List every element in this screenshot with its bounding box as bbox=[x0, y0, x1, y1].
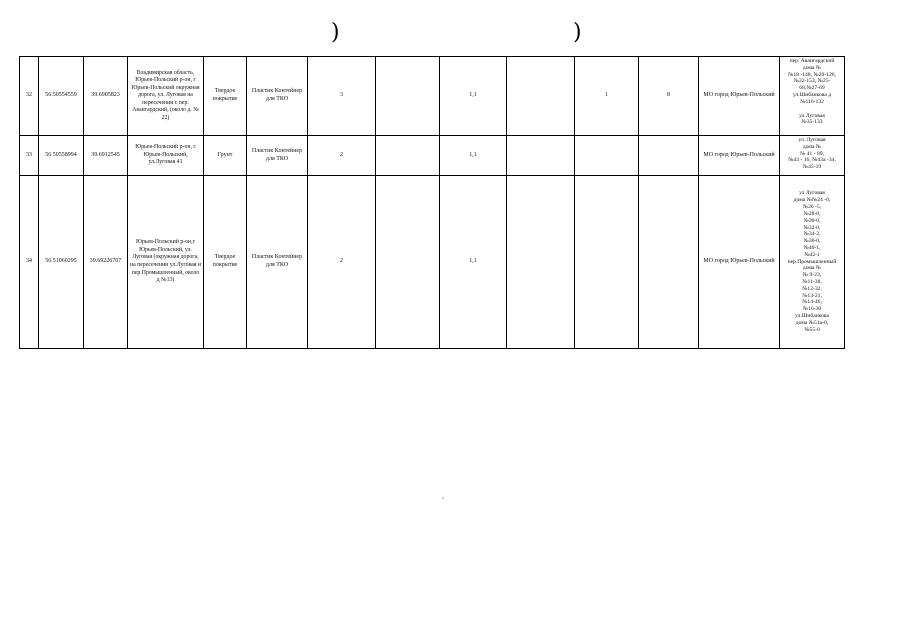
container-type-cell: Пластик Контейнер для ТКО bbox=[247, 176, 308, 349]
houses-line: пер. Авангардский bbox=[789, 58, 835, 64]
volume-cell: 1,1 bbox=[440, 57, 507, 136]
address-cell: Юрьев-Польский р-он,г Юрьев-Польский, ул. Луговая (окружная дорога, на пересечении ул.Луговая и пер.Промышленный, около д №13) bbox=[128, 176, 204, 349]
value-cell-2: 8 bbox=[639, 57, 699, 136]
row-number: 34 bbox=[20, 176, 39, 349]
scan-speck bbox=[442, 497, 444, 499]
houses-line: №30-0, bbox=[803, 217, 821, 224]
table-row bbox=[20, 57, 845, 136]
container-type-cell: Пластик Контейнер для ТКО bbox=[247, 57, 308, 136]
houses-line: №16-30 bbox=[802, 306, 822, 313]
houses-line: ул Луговая bbox=[799, 112, 825, 119]
value-cell-1 bbox=[575, 176, 639, 349]
row-number: 32 bbox=[20, 57, 39, 136]
houses-cell bbox=[780, 57, 845, 136]
houses-line: № 41 - 89, bbox=[800, 150, 824, 157]
register-table bbox=[19, 56, 845, 349]
houses-line: ул.Шибанкова bbox=[795, 313, 829, 320]
houses-line: дома №№24 -0, bbox=[793, 197, 831, 204]
houses-cell bbox=[780, 176, 845, 349]
houses-line: №13-21, bbox=[802, 292, 822, 299]
houses-line: №14-46, bbox=[802, 299, 822, 306]
empty-cell bbox=[376, 57, 440, 136]
houses-line: ул.Шибанкова д bbox=[792, 92, 832, 99]
owner-cell: МО город Юрьев-Польский bbox=[699, 176, 780, 349]
houses-line: №22-153, №25- bbox=[793, 78, 831, 85]
latitude-cell: 56 50558994 bbox=[39, 136, 84, 176]
table-row bbox=[20, 136, 845, 176]
empty-cell bbox=[507, 176, 575, 349]
table-row bbox=[20, 176, 845, 349]
houses-line: №35-133 bbox=[801, 119, 823, 126]
houses-line: №43 - 16, №43а -34, bbox=[788, 157, 836, 164]
empty-cell bbox=[507, 136, 575, 176]
houses-line: №28-0, bbox=[803, 210, 821, 217]
houses-line: дома № bbox=[802, 143, 822, 150]
houses-line: №40-1, bbox=[803, 244, 821, 251]
houses-line: дома № bbox=[802, 64, 822, 71]
scan-mark-left: ) bbox=[331, 20, 340, 45]
volume-cell: 1,1 bbox=[440, 136, 507, 176]
houses-line: №12-32, bbox=[802, 285, 822, 292]
houses-line: №55-0 bbox=[804, 326, 820, 333]
houses-line: №26 -5, bbox=[802, 204, 822, 211]
value-cell-2 bbox=[639, 136, 699, 176]
houses-line: пер.Промышленный bbox=[787, 258, 837, 265]
houses-line: №18 -148, №20-126, bbox=[788, 71, 836, 78]
houses-line: №42-1 bbox=[804, 251, 820, 258]
surface-cell: Грунт bbox=[204, 136, 247, 176]
container-count-cell: 3 bbox=[308, 57, 376, 136]
empty-cell bbox=[376, 176, 440, 349]
houses-line bbox=[782, 106, 842, 113]
scan-mark-right: ) bbox=[573, 20, 582, 45]
owner-cell: МО город Юрьев-Польский bbox=[699, 57, 780, 136]
houses-line: № 9-23, bbox=[802, 272, 822, 279]
address-cell: Владимирская область, Юрьев-Польский р-он, г Юрьев-Польский окружная дорога, ул. Луговая на пересечении с пер. Авангардский, (около д. № 22) bbox=[128, 57, 204, 136]
houses-line: дома №51а-0, bbox=[795, 319, 829, 326]
longitude-cell: 39 6912545 bbox=[84, 136, 128, 176]
empty-cell bbox=[507, 57, 575, 136]
surface-cell: Твердое покрытие bbox=[204, 176, 247, 349]
container-type-cell: Пластик Контейнер для ТКО bbox=[247, 136, 308, 176]
container-count-cell: 2 bbox=[308, 176, 376, 349]
houses-line: 68,№27-69 bbox=[799, 85, 825, 92]
longitude-cell: 39.69226707 bbox=[84, 176, 128, 349]
houses-line: дома № bbox=[802, 265, 822, 272]
houses-cell bbox=[780, 136, 845, 176]
empty-cell bbox=[376, 136, 440, 176]
houses-line: №32-0, bbox=[803, 224, 821, 231]
owner-cell: МО город Юрьев-Польский bbox=[699, 136, 780, 176]
address-cell: Юрьев-Польский р-он, г Юрьев-Польский, ул.Луговая 41 bbox=[128, 136, 204, 176]
volume-cell: 1,1 bbox=[440, 176, 507, 349]
houses-line: №45-19 bbox=[802, 164, 822, 171]
value-cell-1 bbox=[575, 136, 639, 176]
surface-cell: Твердое покрытие bbox=[204, 57, 247, 136]
houses-line: №116-132 bbox=[800, 98, 824, 105]
longitude-cell: 39.6905823 bbox=[84, 57, 128, 136]
value-cell-2 bbox=[639, 176, 699, 349]
latitude-cell: 56.50554559 bbox=[39, 57, 84, 136]
houses-line: №36-0, bbox=[803, 238, 821, 245]
latitude-cell: 56.51060295 bbox=[39, 176, 84, 349]
houses-line: ул. Луговая bbox=[798, 137, 826, 143]
value-cell-1: 1 bbox=[575, 57, 639, 136]
houses-line: ул Луговая bbox=[799, 190, 825, 197]
container-count-cell: 2 bbox=[308, 136, 376, 176]
houses-line: №11-38, bbox=[802, 279, 822, 286]
row-number: 33 bbox=[20, 136, 39, 176]
houses-line: №34-2, bbox=[803, 231, 821, 238]
